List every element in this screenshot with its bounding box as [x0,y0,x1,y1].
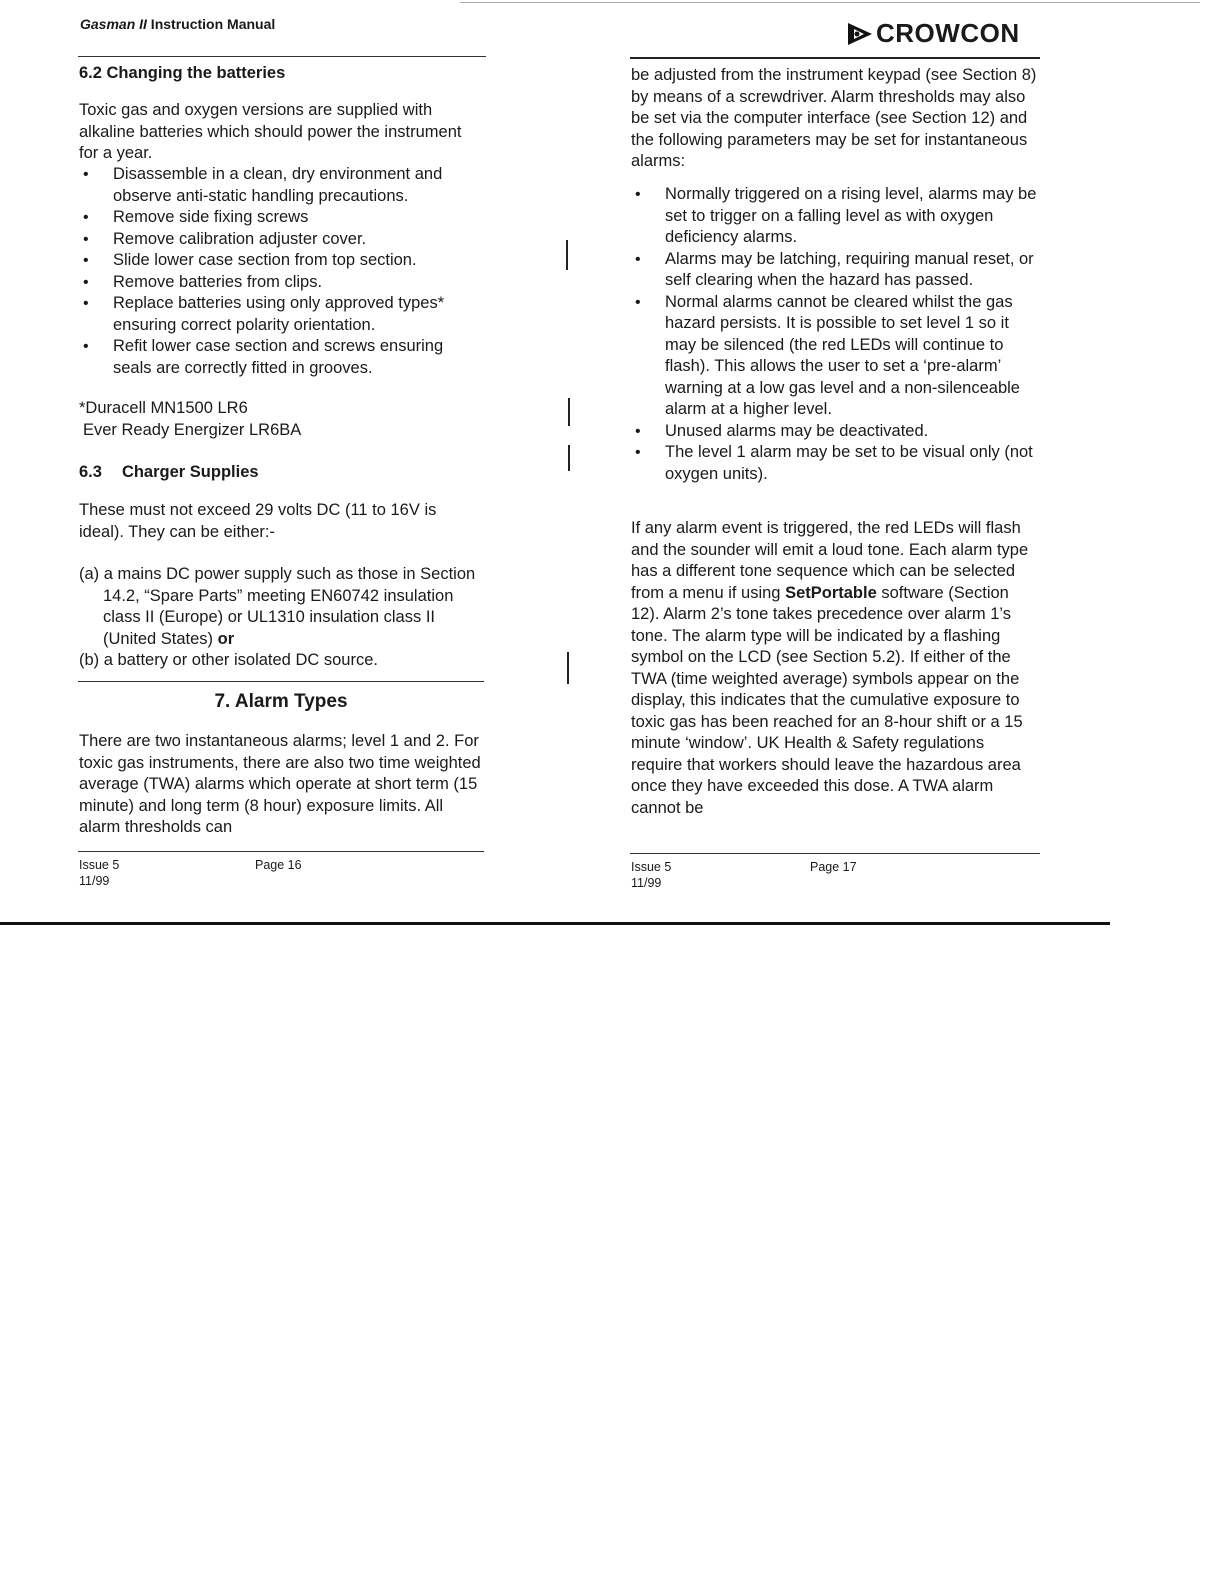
footer-page-number: Page 17 [810,860,857,874]
battery-footnote [79,398,479,441]
battery-steps-list [79,164,479,379]
header-rule-left [78,56,486,57]
manual-title-rest: Instruction Manual [146,16,276,32]
brand-name: CROWCON [876,18,1020,48]
footer-page-number: Page 16 [255,858,302,872]
list-item: • Slide lower case section from top section. [79,250,479,272]
footer-date: 11/99 [79,874,110,888]
footer-issue: Issue 5 [79,858,120,872]
list-item: • The level 1 alarm may be set to be visual only (not oxygen units). [631,442,1041,485]
list-item: • Unused alarms may be deactivated. [631,421,1041,443]
scan-artifact [567,652,569,684]
scan-artifact [566,240,568,270]
list-item: • Refit lower case section and screws ensuring seals are correctly fitted in grooves. [79,336,479,379]
alarm-parameters-list [631,184,1041,485]
list-item: • Normal alarms cannot be cleared whilst the gas hazard persists. It is possible to set level 1 so it may be silenced (the red LEDs will continue to flash). This allows the user to set a ‘pre-alarm’ warning at a low gas level and a non-silenceable alarm at a higher level. [631,292,1041,421]
setportable-software: SetPortable [785,583,877,602]
option-a [79,564,479,650]
option-a-text: (a) a mains DC power supply such as those in Section 14.2, “Spare Parts” meeting EN60742 insulation class II (Europe) or UL1310 insulation class II (United States) [79,565,476,648]
section-7-text: There are two instantaneous alarms; level 1 and 2. For toxic gas instruments, there are also two time weighted average (TWA) alarms which operate at short term (15 minute) and long term (8 hour) exposure limits. All alarm thresholds can [79,732,481,836]
alarm-event-paragraph [631,518,1039,819]
section-63-intro: These must not exceed 29 volts DC (11 to 16V is ideal). They can be either:- [79,501,437,541]
list-item: • Alarms may be latching, requiring manual reset, or self clearing when the hazard has passed. [631,249,1041,292]
section-7-heading: 7. Alarm Types [214,691,348,712]
footer-date: 11/99 [631,876,662,890]
crowcon-logo-mark [846,21,874,47]
footer-rule-right [630,853,1040,854]
list-item: • Remove side fixing screws [79,207,479,229]
footer-right-issue [631,859,671,891]
footer-left-issue [79,857,119,889]
section-63-title: Charger Supplies [121,463,259,481]
section-62-heading: 6.2 Changing the batteries [79,64,286,82]
list-item: • Replace batteries using only approved types* ensuring correct polarity orientation. [79,293,479,336]
list-item: • Remove batteries from clips. [79,272,479,294]
header-rule-top-right [460,2,1200,3]
list-item: • Disassemble in a clean, dry environment and observe anti-static handling precautions. [79,164,479,207]
manual-title-product: Gasman II [80,16,147,32]
section-7-rule [78,681,484,682]
section-63-heading [79,463,259,482]
footnote-line-1: *Duracell MN1500 LR6 [79,399,248,417]
section-63-number: 6.3 [79,463,102,481]
scan-artifact [568,398,570,426]
alarm-event-text-1: If any alarm event is triggered, the red LEDs will flash and the sounder will emit a loud tone. Each alarm type has a different tone sequence which can be selected from a menu if using [631,519,1029,602]
crowcon-logo [846,18,1020,49]
footer-issue: Issue 5 [631,860,672,874]
scan-artifact [568,445,570,471]
page-bottom-edge [0,922,1110,925]
footer-rule-left [78,851,484,852]
list-item: • Normally triggered on a rising level, alarms may be set to trigger on a falling level as with oxygen deficiency alarms. [631,184,1041,249]
option-a-or: or [217,629,235,648]
list-item: • Remove calibration adjuster cover. [79,229,479,251]
alarm-continuation: be adjusted from the instrument keypad (see Section 8) by means of a screwdriver. Alarm thresholds may also be set via the computer interface (see Section 12) and the following parameters may be set for instantaneous alarms: [631,66,1037,170]
section-62-intro: Toxic gas and oxygen versions are supplied with alkaline batteries which should power the instrument for a year. [79,101,462,162]
header-rule-right [630,57,1040,59]
alarm-event-text-2: software (Section 12). Alarm 2’s tone takes precedence over alarm 1’s tone. The alarm type will be indicated by a flashing symbol on the LCD (see Section 5.2). If either of the TWA (time weighted average) symbols appear on the display, this indicates that the cumulative exposure to toxic gas has been reached for an 8-hour shift or a 15 minute ‘window’. UK Health & Safety regulations require that workers should leave the hazardous area once they have exceeded this dose. A TWA alarm cannot be [631,583,1023,817]
footnote-line-2: Ever Ready Energizer LR6BA [83,420,302,439]
manual-title [80,16,275,32]
option-b: (b) a battery or other isolated DC source. [79,651,378,669]
